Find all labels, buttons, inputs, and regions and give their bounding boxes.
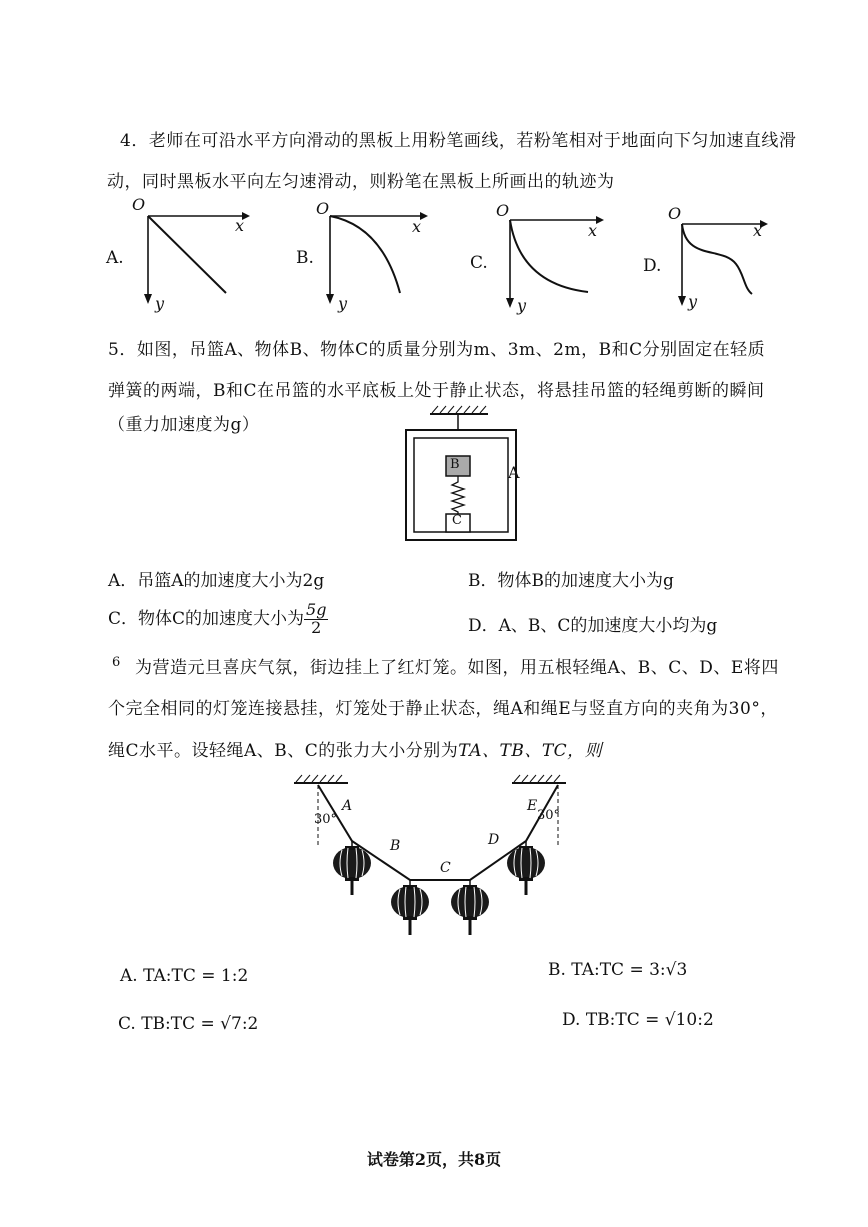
q6-rope-b: B xyxy=(390,838,401,854)
q4-a-x: x xyxy=(235,216,245,235)
q6-line3 xyxy=(108,736,602,761)
q4-option-c-label: C. xyxy=(470,253,488,273)
q4-a-y: y xyxy=(155,294,165,313)
q6-option-c: C. TB:TC = √7:2 xyxy=(118,1014,259,1034)
q4-b-y: y xyxy=(338,294,348,313)
q4-c-origin: O xyxy=(496,201,510,220)
q6-line1: 为营造元旦喜庆气氛，街边挂上了红灯笼。如图，用五根轻绳A、B、C、D、E将四 xyxy=(135,658,779,678)
q5-line3: （重力加速度为g） xyxy=(108,415,260,435)
lantern-4 xyxy=(507,846,545,895)
q5-option-d: D．A、B、C的加速度大小均为g xyxy=(468,616,718,636)
q4-c-y: y xyxy=(517,296,527,315)
q4-option-b-label: B. xyxy=(296,248,314,268)
q5-label-b: B xyxy=(450,457,460,472)
q4-line2: 动，同时黑板水平向左匀速滑动，则粉笔在黑板上所画出的轨迹为 xyxy=(107,172,615,192)
q4-b-origin: O xyxy=(316,199,330,218)
q5-label-c: C xyxy=(452,513,462,528)
q5-label-a: A xyxy=(508,463,520,482)
q6-line3-text: 绳C水平。设轻绳A、B、C的张力大小分别为 xyxy=(108,741,459,761)
q4-b-x: x xyxy=(412,217,422,236)
q4-c-x: x xyxy=(588,221,598,240)
q5-line2: 弹簧的两端，B和C在吊篮的水平底板上处于静止状态，将悬挂吊篮的轻绳剪断的瞬间 xyxy=(108,381,765,401)
q4-a-origin: O xyxy=(132,195,146,214)
q5-option-c-numerator: 5g xyxy=(306,600,327,619)
q4-graph-c xyxy=(492,202,612,312)
q6-rope-d: D xyxy=(488,832,500,848)
q5-option-c-denominator: 2 xyxy=(311,617,322,637)
q6-line3-vars: TA、TB、TC，则 xyxy=(458,741,603,761)
q6-line2: 个完全相同的灯笼连接悬挂，灯笼处于静止状态，绳A和绳E与竖直方向的夹角为30°， xyxy=(108,699,778,719)
q5-option-c-fraction xyxy=(304,602,328,637)
q5-option-c-text: C．物体C的加速度大小为 xyxy=(108,608,305,629)
q4-option-d-label: D. xyxy=(643,256,662,276)
lantern-1 xyxy=(333,846,371,895)
q4-d-x: x xyxy=(753,221,763,240)
q5-option-a: A．吊篮A的加速度大小为2g xyxy=(108,571,325,591)
q6-rope-e: E xyxy=(527,798,538,814)
q4-graph-a xyxy=(130,198,250,308)
q5-line1: 5．如图，吊篮A、物体B、物体C的质量分别为m、3m、2m，B和C分别固定在轻质 xyxy=(108,340,766,360)
q6-rope-c: C xyxy=(440,860,451,876)
q6-angle-left: 30° xyxy=(314,812,338,827)
q6-number: 6 xyxy=(112,655,121,670)
q4-graph-b xyxy=(312,198,432,308)
q6-option-a: A. TA:TC = 1:2 xyxy=(120,966,249,986)
q6-rope-a: A xyxy=(342,798,353,814)
q4-d-origin: O xyxy=(668,204,682,223)
q4-line1: 4．老师在可沿水平方向滑动的黑板上用粉笔画线，若粉笔相对于地面向下匀加速直线滑 xyxy=(120,131,797,151)
q4-d-y: y xyxy=(688,292,698,311)
q5-option-b: B．物体B的加速度大小为g xyxy=(468,571,674,591)
lantern-2 xyxy=(391,885,429,935)
q6-option-b: B. TA:TC = 3:√3 xyxy=(548,960,688,980)
q4-option-a-label: A. xyxy=(106,248,124,268)
q6-angle-right: 30° xyxy=(537,808,561,823)
q5-option-c xyxy=(108,602,328,637)
q6-option-d: D. TB:TC = √10:2 xyxy=(562,1010,714,1030)
q4-graph-d xyxy=(664,206,784,316)
page-footer: 试卷第2页，共8页 xyxy=(366,1150,502,1169)
lantern-3 xyxy=(451,885,489,935)
